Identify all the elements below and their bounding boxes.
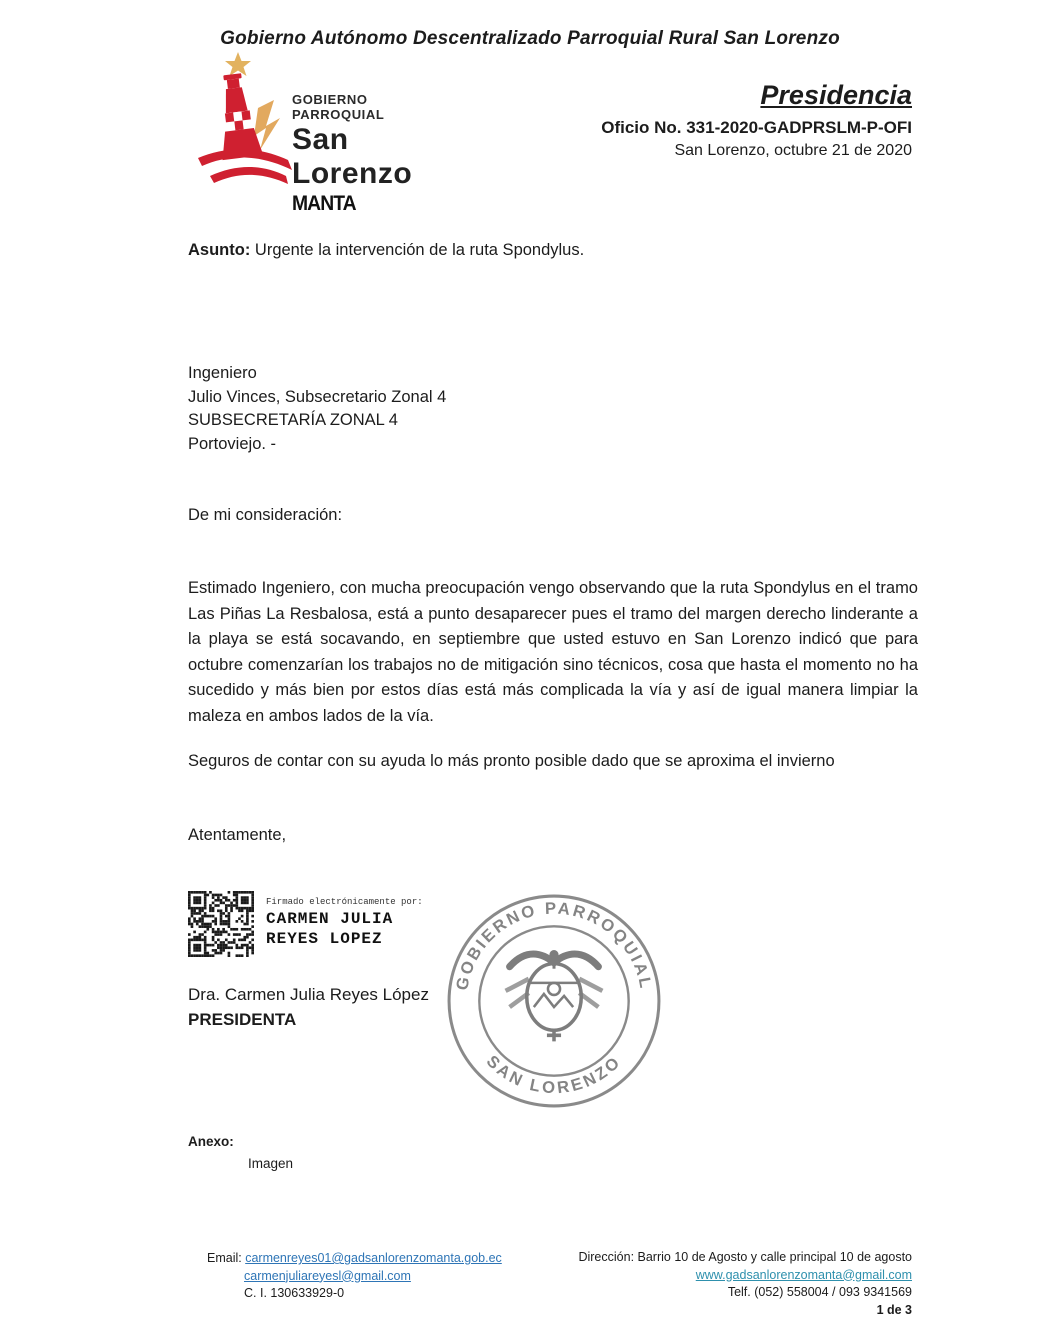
email-link-2[interactable]: carmenjuliareyesl@gmail.com — [244, 1268, 411, 1283]
esign-label: Firmado electrónicamente por: — [266, 897, 423, 907]
logo-text-gobierno-parroquial: GOBIERNO PARROQUIAL — [292, 92, 385, 122]
phone-line: Telf. (052) 558004 / 093 9341569 — [727, 1285, 912, 1299]
address-line: Dirección: Barrio 10 de Agosto y calle principal 10 de agosto — [578, 1250, 912, 1264]
lighthouse-logo-icon — [196, 50, 296, 195]
body-paragraph-1: Estimado Ingeniero, con mucha preocupación vengo observando que la ruta Spondylus en el tramo Las Piñas La Resbalosa, está a punto desaparecer pues el tramo del margen derecho linderante a la playa se está socavando, en septiembre que usted estuvo en San Lorenzo indicó que para octubre comenzarían los trabajos no de mitigación sino técnicos, cosa que hasta el momento no ha sucedido y más bien por estos días está más complicada la vía y así de igual manera limpiar la maleza en ambos lados de la vía. — [188, 579, 918, 725]
subject-label: Asunto: — [188, 241, 251, 259]
oficio-number: Oficio No. 331-2020-GADPRSLM-P-OFI — [601, 118, 912, 137]
seal-bottom-text: SAN LORENZO — [482, 1051, 626, 1098]
email-label: Email: — [207, 1251, 246, 1265]
closing: Atentamente, — [188, 826, 287, 844]
salutation: De mi consideración: — [188, 506, 343, 524]
footer-contact-right — [578, 1249, 912, 1319]
website-link[interactable]: www.gadsanlorenzomanta@gmail.com — [695, 1267, 912, 1282]
letterhead-right — [601, 80, 912, 160]
footer-contact-left — [207, 1250, 502, 1303]
recipient-line: Portoviejo. - — [188, 434, 277, 453]
recipient-line: Julio Vinces, Subsecretario Zonal 4 — [188, 387, 447, 406]
qr-code — [188, 891, 254, 957]
annex-item: Imagen — [248, 1156, 294, 1171]
subject-text: Urgente la intervención de la ruta Spondylus. — [250, 241, 585, 259]
coat-of-arms-icon — [506, 950, 603, 1041]
signer-role: PRESIDENTA — [188, 1010, 297, 1029]
seal-top-text: GOBIERNO PARROQUIAL — [452, 898, 656, 992]
id-number: C. I. 130633929-0 — [244, 1286, 345, 1300]
body-paragraph-2: Seguros de contar con su ayuda lo más pronto posible dado que se aproxima el invierno — [188, 752, 835, 770]
recipient-line: SUBSECRETARÍA ZONAL 4 — [188, 411, 398, 429]
place-date: San Lorenzo, octubre 21 de 2020 — [674, 142, 912, 159]
esign-name: CARMEN JULIA REYES LOPEZ — [266, 910, 394, 948]
page-number: 1 de 3 — [876, 1302, 912, 1317]
institution-seal — [443, 890, 665, 1112]
star-icon — [225, 52, 251, 76]
document-title: Gobierno Autónomo Descentralizado Parroquial Rural San Lorenzo — [220, 28, 840, 49]
annex-label: Anexo: — [188, 1134, 234, 1149]
recipient-line: Ingeniero — [188, 364, 257, 382]
institution-logo — [196, 50, 456, 215]
svg-text:SAN LORENZO — [483, 1051, 626, 1097]
signer-name: Dra. Carmen Julia Reyes López — [188, 985, 429, 1004]
email-link-1[interactable]: carmenreyes01@gadsanlorenzomanta.gob.ec — [245, 1251, 502, 1265]
logo-text-san-lorenzo: San Lorenzo — [292, 123, 413, 190]
recipient-block — [188, 362, 446, 456]
signer-identity — [188, 982, 429, 1032]
logo-text-manta: MANTA — [292, 192, 356, 215]
department-title: Presidencia — [760, 80, 912, 110]
subject-line — [188, 241, 584, 260]
